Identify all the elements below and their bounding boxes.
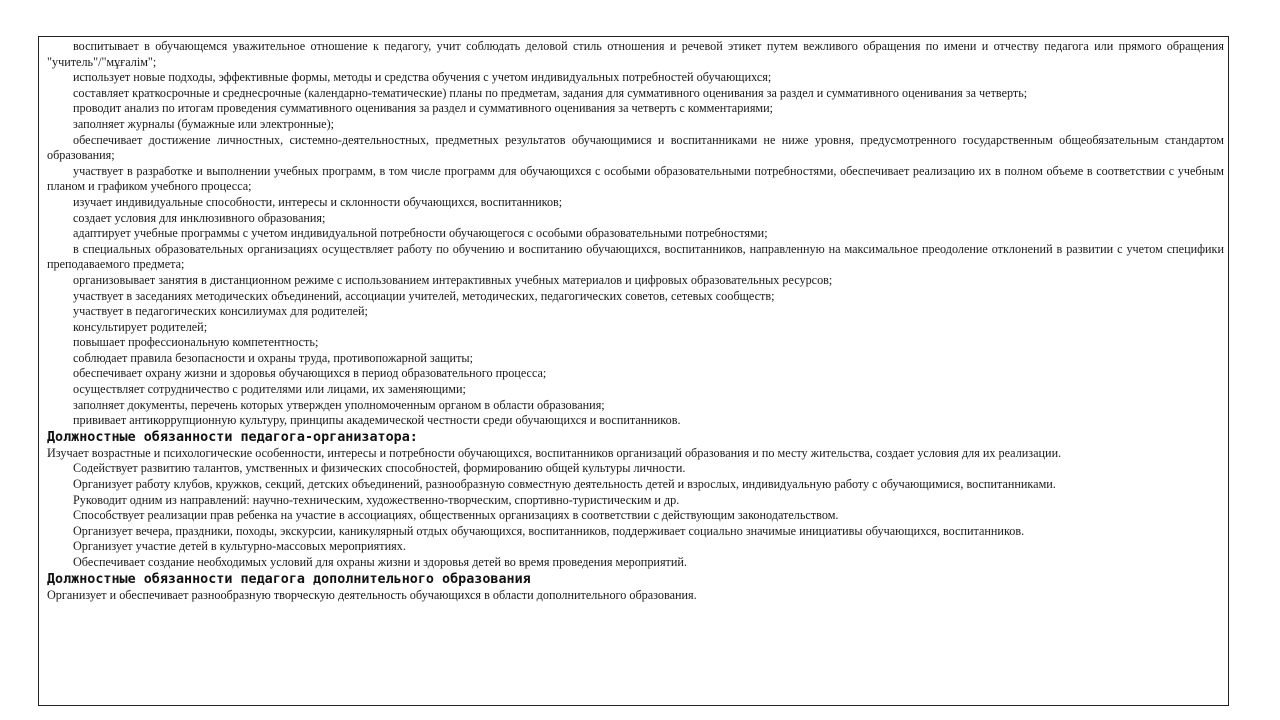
- teacher-duty-paragraph: заполняет журналы (бумажные или электронные);: [73, 116, 335, 131]
- organizer-duty-paragraph: Организует работу клубов, кружков, секций, детских объединений, разнообразную совместную деятельность детей и взрослых, индивидуальную работу с обучающимися, воспитанниками.: [73, 477, 1056, 492]
- teacher-duty-paragraph: обеспечивает охрану жизни и здоровья обучающихся в период образовательного процесса;: [73, 366, 547, 381]
- organizer-duty-paragraph: Организует участие детей в культурно-массовых мероприятиях.: [73, 539, 406, 554]
- teacher-duties-list: [47, 39, 1224, 429]
- organizer-duty-paragraph: Способствует реализации прав ребенка на участие в ассоциациях, общественных организациях в соответствии с действующим законодательством.: [73, 508, 839, 523]
- organizer-duty-paragraph: Руководит одним из направлений: научно-техническим, художественно-творческим, спортивно-туристическим и др.: [73, 492, 680, 507]
- teacher-duty-paragraph: заполняет документы, перечень которых утвержден уполномоченным органом в области образования;: [73, 397, 605, 412]
- organizer-heading: Должностные обязанности педагога-организатора:: [47, 429, 418, 445]
- additional-duty-paragraph: Организует и обеспечивает разнообразную творческую деятельность обучающихся в области дополнительного образования.: [47, 587, 697, 602]
- teacher-duty-paragraph: участвует в заседаниях методических объединений, ассоциации учителей, методических, педагогических советов, сетевых сообществ;: [73, 288, 775, 303]
- teacher-duty-paragraph: проводит анализ по итогам проведения суммативного оценивания за раздел и суммативного оценивания за четверть с комментариями;: [73, 101, 774, 116]
- teacher-duty-paragraph: составляет краткосрочные и среднесрочные (календарно-тематические) планы по предметам, задания для суммативного оценивания за раздел и суммативного оценивания за четверть;: [73, 85, 1028, 100]
- organizer-duty-paragraph: Изучает возрастные и психологические особенности, интересы и потребности обучающихся, воспитанников организаций образования и по месту жительства, создает условия для их реализации.: [47, 445, 1062, 460]
- organizer-duty-paragraph: Содействует развитию талантов, умственных и физических способностей, формированию общей культуры личности.: [73, 461, 686, 476]
- teacher-duty-paragraph: обеспечивает достижение личностных, системно-деятельностных, предметных результатов обучающимися и воспитанниками не ниже уровня, предусмотренного государственным общеобязательным стандартом образования;: [47, 132, 1224, 163]
- teacher-duty-paragraph: участвует в педагогических консилиумах для родителей;: [73, 304, 368, 319]
- teacher-duty-paragraph: адаптирует учебные программы с учетом индивидуальной потребности обучающегося с особыми образовательными потребностями;: [73, 226, 768, 241]
- teacher-duty-paragraph: в специальных образовательных организациях осуществляет работу по обучению и воспитанию обучающихся, воспитанников, направленную на максимальное преодоление отклонений в развитии с учетом специфики преподаваемого предмета;: [47, 241, 1224, 272]
- teacher-duty-paragraph: изучает индивидуальные способности, интересы и склонности обучающихся, воспитанников;: [73, 194, 563, 209]
- teacher-duty-paragraph: использует новые подходы, эффективные формы, методы и средства обучения с учетом индивидуальных потребностей обучающихся;: [73, 70, 772, 85]
- organizer-duty-paragraph: Обеспечивает создание необходимых условий для охраны жизни и здоровья детей во время проведения мероприятий.: [73, 555, 687, 569]
- organizer-duties-list: [47, 446, 1224, 571]
- teacher-duty-paragraph: повышает профессиональную компетентность;: [73, 335, 319, 350]
- teacher-duty-paragraph: соблюдает правила безопасности и охраны труда, противопожарной защиты;: [73, 350, 473, 365]
- document-page: [38, 36, 1229, 706]
- teacher-duty-paragraph: воспитывает в обучающемся уважительное отношение к педагогу, учит соблюдать деловой стиль отношения и речевой этикет путем вежливого обращения по имени и отчеству педагога или прямого обращения "учитель"/"мұғалім";: [47, 39, 1224, 69]
- teacher-duty-paragraph: участвует в разработке и выполнении учебных программ, в том числе программ для обучающихся с особыми образовательными потребностями, обеспечивает реализацию их в полном объеме в соответствии с учебным планом и графиком учебного процесса;: [47, 163, 1224, 194]
- organizer-duty-paragraph: Организует вечера, праздники, походы, экскурсии, каникулярный отдых обучающихся, воспитанников, поддерживает социально значимые инициативы обучающихся, воспитанников.: [73, 523, 1025, 538]
- teacher-duty-paragraph: осуществляет сотрудничество с родителями или лицами, их заменяющими;: [73, 382, 466, 397]
- additional-education-heading: Должностные обязанности педагога дополнительного образования: [47, 571, 531, 587]
- teacher-duty-paragraph: консультирует родителей;: [73, 319, 208, 334]
- teacher-duty-paragraph: прививает антикоррупционную культуру, принципы академической честности среди обучающихся и воспитанников.: [73, 413, 681, 428]
- teacher-duty-paragraph: организовывает занятия в дистанционном режиме с использованием интерактивных учебных материалов и цифровых образовательных ресурсов;: [73, 272, 833, 287]
- additional-duties-list: [47, 588, 1224, 604]
- teacher-duty-paragraph: создает условия для инклюзивного образования;: [73, 210, 326, 225]
